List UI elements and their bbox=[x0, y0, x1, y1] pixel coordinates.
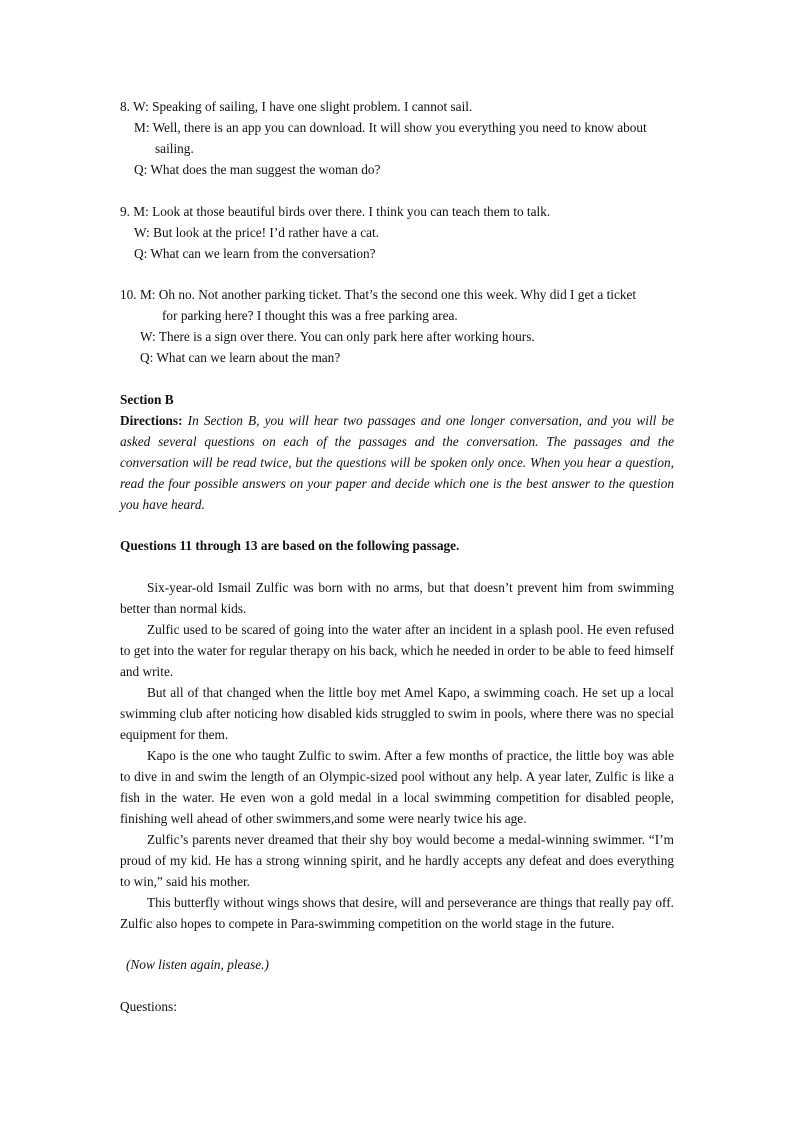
directions bbox=[120, 410, 674, 515]
dialogue-line: for parking here? I thought this was a free parking area. bbox=[162, 308, 458, 323]
question-line: Q: What can we learn about the man? bbox=[140, 350, 341, 365]
dialogue-line: 9. M: Look at those beautiful birds over there. I think you can teach them to talk. bbox=[120, 203, 551, 219]
passage-paragraph: Kapo is the one who taught Zulfic to swim. After a few months of practice, the little boy was able to dive in and swim the length of an Olympic-sized pool without any help. A year later, Zulfic is like a fish in the water. He even won a gold medal in a local swimming competition for disabled people, finishing well ahead of other swimmers,and some were nearly twice his age. bbox=[120, 747, 674, 826]
passage bbox=[120, 577, 674, 934]
dialogue-item-8 bbox=[120, 96, 674, 180]
dialogue-line: W: But look at the price! I’d rather have a cat. bbox=[134, 224, 380, 240]
passage-paragraph: Six-year-old Ismail Zulfic was born with no arms, but that doesn’t prevent him from swimming better than normal kids. bbox=[120, 579, 674, 616]
questions-label: Questions: bbox=[120, 998, 177, 1014]
question-line: Q: What does the man suggest the woman do? bbox=[134, 162, 381, 177]
directions-label: Directions: bbox=[120, 412, 183, 428]
question-line: Q: What can we learn from the conversation? bbox=[134, 245, 376, 261]
passage-paragraph: Zulfic’s parents never dreamed that their shy boy would become a medal-winning swimmer. “I’m proud of my kid. He has a strong winning spirit, and he hardly accepts any defeat and does everything to win,” said his mother. bbox=[120, 831, 674, 889]
dialogue-item-9 bbox=[120, 201, 674, 264]
directions-text: In Section B, you will hear two passages and one longer conversation, and you will be asked several questions on each of the passages and the conversation. The passages and the conversation will be read twice, but the questions will be spoken only once. When you hear a question, read the four possible answers on your paper and decide which one is the best answer to the question you have heard. bbox=[120, 412, 675, 512]
dialogue-line: W: There is a sign over there. You can only park here after working hours. bbox=[140, 329, 535, 344]
listen-again-note: (Now listen again, please.) bbox=[126, 957, 269, 972]
questions-heading: Questions 11 through 13 are based on the following passage. bbox=[120, 538, 460, 553]
dialogue-item-10 bbox=[120, 284, 674, 368]
dialogue-line: sailing. bbox=[155, 141, 194, 156]
passage-paragraph: This butterfly without wings shows that desire, will and perseverance are things that really pay off. Zulfic also hopes to compete in Para-swimming competition on the world stage in the future. bbox=[120, 894, 674, 931]
dialogue-line: M: Well, there is an app you can download. It will show you everything you need to know about bbox=[134, 120, 647, 135]
dialogue-line: 8. W: Speaking of sailing, I have one slight problem. I cannot sail. bbox=[120, 99, 473, 114]
passage-paragraph: But all of that changed when the little boy met Amel Kapo, a swimming coach. He set up a local swimming club after noticing how disabled kids struggled to swim in pools, where there was no special equipment for them. bbox=[120, 684, 674, 742]
dialogue-line: 10. M: Oh no. Not another parking ticket. That’s the second one this week. Why did I get a ticket bbox=[120, 287, 637, 302]
document-page bbox=[120, 96, 674, 1017]
section-title: Section B bbox=[120, 391, 174, 407]
passage-paragraph: Zulfic used to be scared of going into the water after an incident in a splash pool. He even refused to get into the water for regular therapy on his back, which he needed in order to be able to feed himself and write. bbox=[120, 621, 674, 679]
